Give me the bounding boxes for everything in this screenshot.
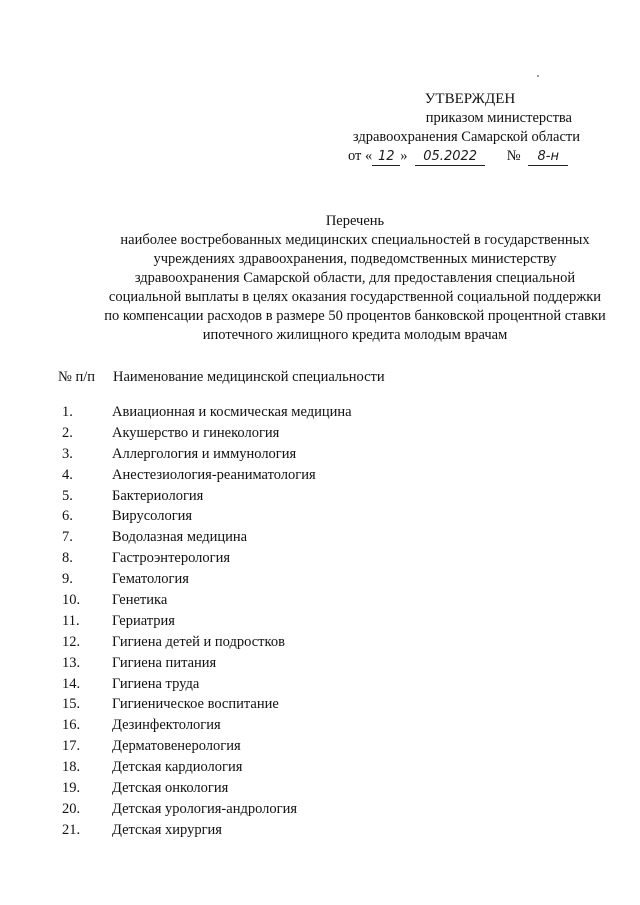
list-item — [58, 506, 618, 527]
item-specialty-name: Аллергология и иммунология — [112, 445, 297, 462]
item-number: 19. — [62, 780, 81, 797]
item-specialty-name: Анестезиология-реаниматология — [112, 466, 316, 483]
item-number: 7. — [62, 529, 73, 546]
number-sign: № — [506, 148, 521, 164]
list-item — [58, 736, 618, 757]
item-number: 14. — [62, 675, 81, 692]
list-item — [58, 402, 618, 423]
item-specialty-name: Детская кардиология — [112, 759, 243, 776]
item-specialty-name: Гематология — [112, 571, 189, 588]
item-specialty-name: Водолазная медицина — [112, 529, 248, 546]
item-specialty-name: Авиационная и космическая медицина — [112, 404, 352, 420]
list-item — [58, 611, 618, 632]
document-title-block — [95, 212, 615, 345]
scan-speck — [537, 75, 539, 77]
item-number: 9. — [62, 571, 73, 588]
item-number: 15. — [62, 696, 81, 713]
approval-date-line — [330, 147, 590, 166]
list-item — [58, 444, 618, 465]
item-number: 5. — [62, 487, 73, 504]
open-quote: « — [365, 148, 373, 164]
item-specialty-name: Бактериология — [112, 487, 204, 504]
date-prefix: от — [348, 148, 362, 164]
list-item — [58, 423, 618, 444]
document-subtitle: наиболее востребованных медицинских специальностей в государственных учреждениях здравоохранения, подведомственных министерству здравоохранения Самарской области, для предоставления специальной социальной выплаты в целях оказания государственной социальной поддержки по компенсации расходов в размере 50 процентов банковской процентной ставки ипотечного жилищного кредита молодым врачам — [104, 232, 606, 343]
list-item — [58, 694, 618, 715]
item-specialty-name: Гигиеническое воспитание — [112, 696, 279, 713]
list-item — [58, 486, 618, 507]
specialty-list — [58, 402, 618, 841]
list-item — [58, 548, 618, 569]
item-number: 11. — [62, 612, 80, 629]
item-specialty-name: Детская онкология — [112, 780, 229, 797]
list-item — [58, 527, 618, 548]
item-number: 12. — [62, 633, 81, 650]
item-number: 4. — [62, 466, 73, 483]
handwritten-day: 12 — [372, 149, 400, 166]
item-specialty-name: Детская хирургия — [112, 821, 222, 838]
list-item — [58, 799, 618, 820]
table-header — [58, 368, 618, 387]
item-specialty-name: Гастроэнтерология — [112, 550, 231, 567]
item-number: 8. — [62, 550, 73, 567]
handwritten-month-year: 05.2022 — [415, 149, 485, 166]
item-number: 1. — [62, 404, 73, 420]
item-specialty-name: Дерматовенерология — [112, 738, 241, 755]
approval-block — [330, 90, 590, 166]
item-number: 3. — [62, 445, 73, 462]
list-item — [58, 674, 618, 695]
list-item — [58, 590, 618, 611]
item-specialty-name: Генетика — [112, 592, 168, 609]
item-number: 20. — [62, 800, 81, 817]
item-number: 16. — [62, 717, 81, 734]
item-specialty-name: Гигиена питания — [112, 654, 217, 671]
item-number: 6. — [62, 508, 73, 525]
item-specialty-name: Гигиена труда — [112, 675, 200, 692]
header-name-column: Наименование медицинской специальности — [113, 369, 385, 385]
list-item — [58, 653, 618, 674]
close-quote: » — [400, 148, 408, 164]
item-specialty-name: Акушерство и гинекология — [112, 424, 280, 441]
item-number: 13. — [62, 654, 81, 671]
document-title: Перечень — [325, 213, 385, 229]
item-number: 18. — [62, 759, 81, 776]
item-number: 10. — [62, 592, 81, 609]
list-item — [58, 820, 618, 841]
list-item — [58, 778, 618, 799]
list-item — [58, 465, 618, 486]
approval-line-ministry: здравоохранения Самарской области — [352, 129, 580, 145]
list-item — [58, 569, 618, 590]
item-specialty-name: Дезинфектология — [112, 717, 221, 734]
item-specialty-name: Детская урология-андрология — [112, 800, 298, 817]
item-number: 2. — [62, 424, 73, 441]
approval-title: УТВЕРЖДЕН — [424, 91, 516, 107]
item-number: 17. — [62, 738, 81, 755]
item-specialty-name: Вирусология — [112, 508, 193, 525]
item-specialty-name: Гигиена детей и подростков — [112, 633, 285, 650]
list-item — [58, 632, 618, 653]
list-item — [58, 715, 618, 736]
item-number: 21. — [62, 821, 81, 838]
header-number-column: № п/п — [58, 369, 96, 385]
handwritten-order-number: 8-н — [528, 149, 568, 166]
item-specialty-name: Гериатрия — [112, 612, 175, 629]
approval-line-order: приказом министерства — [425, 110, 572, 126]
list-item — [58, 757, 618, 778]
